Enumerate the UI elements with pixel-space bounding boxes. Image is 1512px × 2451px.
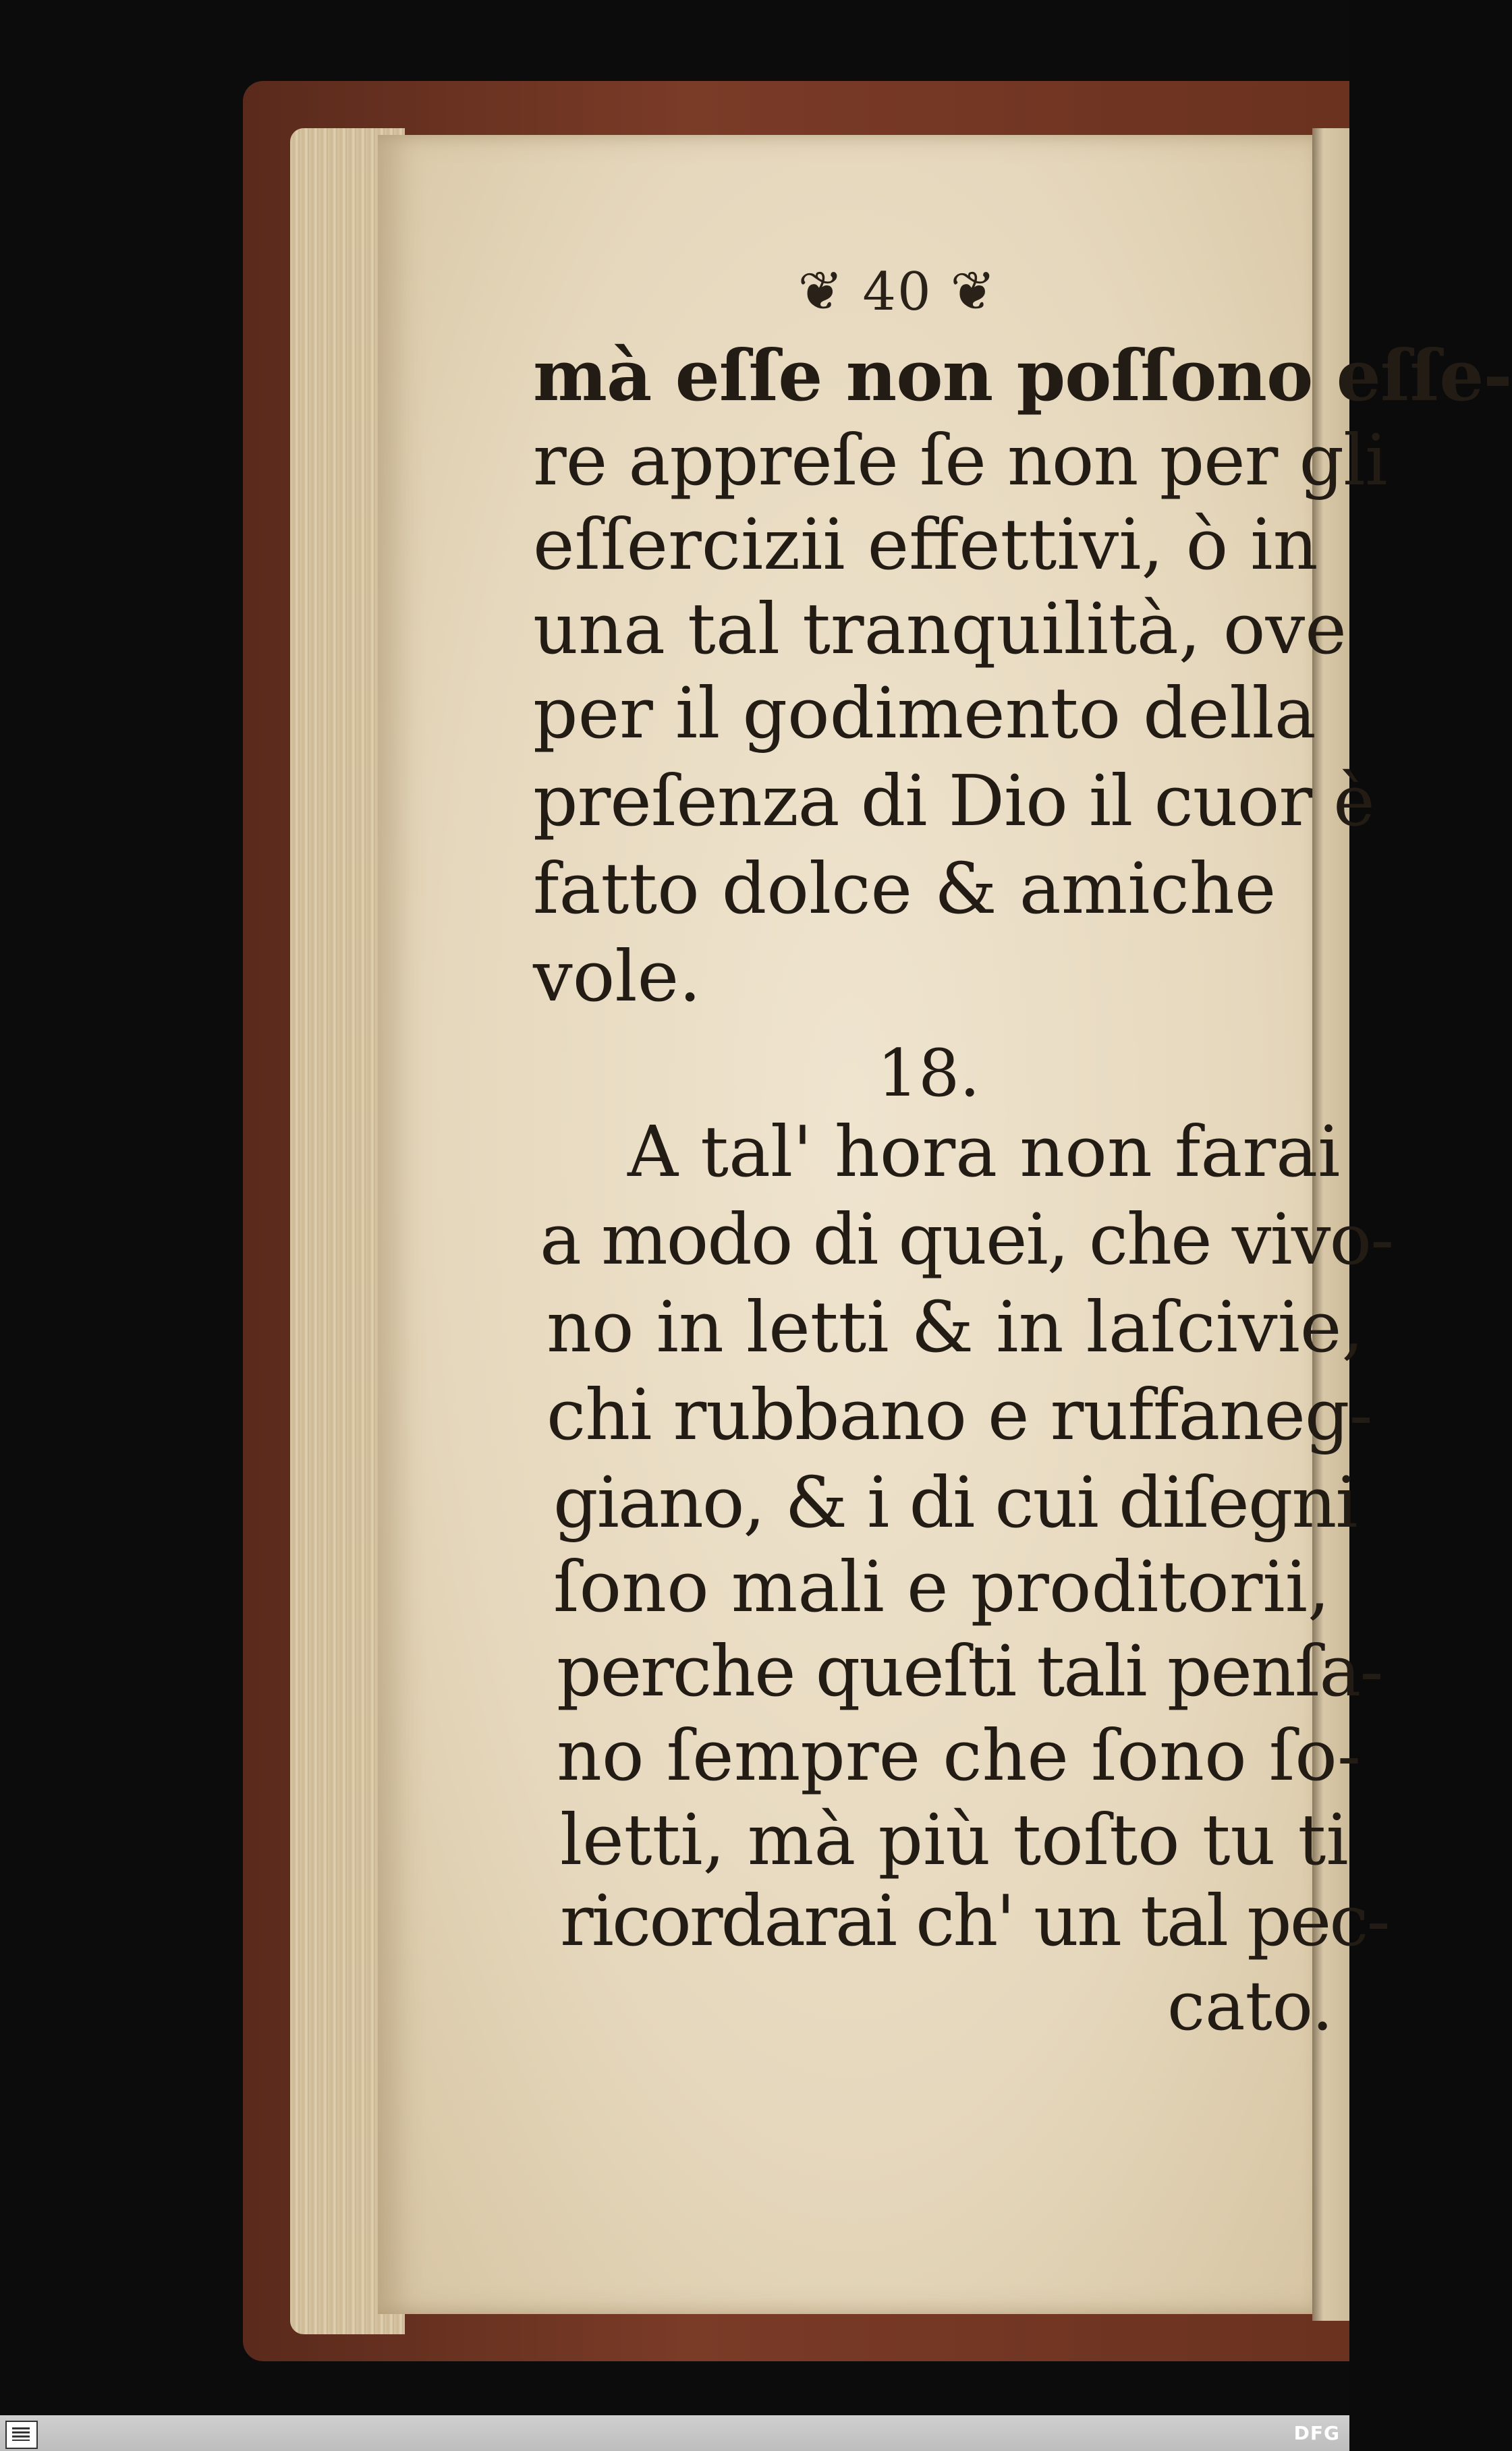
text-line: una tal tranquilità, ove	[533, 588, 1347, 670]
text-line: a modo di quei, che vivo-	[540, 1198, 1393, 1280]
text-line: ſono mali e proditorii,	[553, 1546, 1331, 1628]
text-line: mà eſſe non poſſono eſſe-	[533, 334, 1512, 417]
page-number: 40	[862, 262, 932, 322]
text-line: eſſercizii effettivi, ò in	[533, 503, 1318, 586]
text-line: giano, & i di cui diſegni	[553, 1461, 1357, 1544]
text-line: vole.	[533, 935, 702, 1017]
dfg-logo: DFG	[1293, 2422, 1340, 2444]
text-line: preſenza di Dio il cuor è	[533, 760, 1374, 842]
library-logo-icon	[5, 2421, 38, 2449]
text-line: ricordarai ch' un tal pec-	[560, 1880, 1389, 1962]
text-line: re appreſe ſe non per gli	[533, 419, 1387, 501]
text-line: letti, mà più toſto tu ti	[560, 1799, 1349, 1881]
text-line: per il godimento della	[533, 672, 1316, 754]
ornament-left-icon: ❦	[797, 260, 845, 322]
text-line: A tal' hora non farai	[627, 1110, 1341, 1193]
text-line: fatto dolce & amiche	[533, 847, 1277, 930]
ornament-right-icon: ❦	[950, 260, 997, 322]
catchword: cato.	[1167, 1967, 1334, 2046]
text-line: no in letti & in laſcivie,	[547, 1286, 1364, 1368]
viewer-footer-bar	[0, 2415, 1349, 2451]
page-number-header	[762, 260, 1032, 322]
text-line: no ſempre che ſono ſo-	[557, 1714, 1362, 1797]
text-line: perche queſti tali penſa-	[557, 1630, 1382, 1712]
text-line: chi rubbano e ruffaneg-	[547, 1374, 1372, 1456]
section-number: 18.	[877, 1036, 980, 1111]
